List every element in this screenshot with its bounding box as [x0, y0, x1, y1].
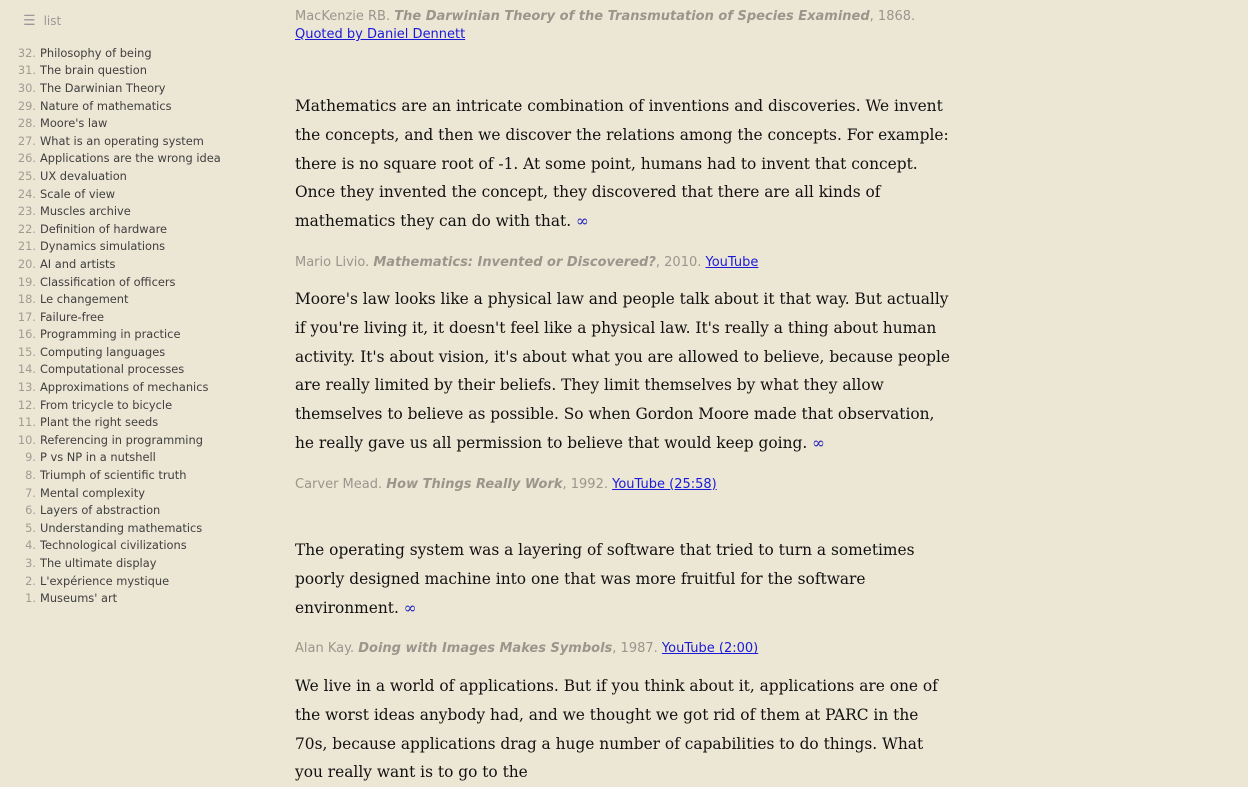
sidebar-item[interactable]	[0, 308, 221, 326]
sidebar-item-number: 5.	[25, 520, 36, 535]
menu-icon[interactable]: ☰	[23, 13, 36, 29]
sidebar-item-label[interactable]: Technological civilizations	[40, 538, 187, 553]
citation-link[interactable]: Quoted by Daniel Dennett	[295, 27, 466, 42]
sidebar-item-number: 11.	[17, 415, 36, 430]
sidebar-item-number: 32.	[17, 45, 36, 60]
sidebar-item-label[interactable]: The brain question	[40, 63, 147, 78]
sidebar-item-number: 17.	[17, 309, 36, 324]
youtube-link[interactable]: YouTube (25:58)	[612, 476, 717, 492]
sidebar-item-label[interactable]: Layers of abstraction	[40, 503, 161, 518]
sidebar-item-label[interactable]: Definition of hardware	[40, 221, 168, 236]
sidebar-item[interactable]	[0, 150, 221, 168]
sidebar-item-number: 23.	[17, 204, 36, 219]
sidebar-item-number: 18.	[17, 292, 36, 307]
sidebar-item[interactable]	[0, 290, 221, 308]
sidebar-title[interactable]: list	[43, 14, 62, 28]
sidebar-item[interactable]	[0, 519, 221, 537]
sidebar-item[interactable]	[0, 79, 221, 97]
sidebar-item-number: 25.	[17, 168, 36, 183]
sidebar-item-number: 29.	[17, 98, 36, 113]
sidebar-item[interactable]	[0, 62, 221, 80]
citation-work: Mathematics: Invented or Discovered?	[373, 254, 656, 270]
quote-text: The operating system was a layering of software that tried to turn a sometimes poorly designed machine into one that was more fruitful for the software environment. ∞	[295, 541, 915, 617]
sidebar-item-label[interactable]: The Darwinian Theory	[40, 80, 166, 95]
sidebar-item-number: 8.	[25, 468, 36, 483]
sidebar-item-number: 3.	[25, 556, 36, 571]
sidebar-item-number: 1.	[25, 591, 36, 606]
sidebar-item-label[interactable]: Understanding mathematics	[40, 520, 203, 535]
sidebar-item-label[interactable]: Computing languages	[40, 344, 166, 359]
sidebar-item[interactable]	[0, 185, 221, 203]
sidebar-item[interactable]	[0, 220, 221, 238]
sidebar-item[interactable]	[0, 413, 221, 431]
sidebar-item[interactable]	[0, 537, 221, 555]
sidebar-item-label[interactable]: Philosophy of being	[40, 45, 152, 60]
sidebar-item-label[interactable]: Approximations of mechanics	[40, 380, 209, 395]
sidebar-item-label[interactable]: Classification of officers	[40, 274, 176, 289]
sidebar-item-label[interactable]: Computational processes	[40, 362, 185, 377]
quote-block	[295, 92, 955, 272]
sidebar-header[interactable]	[23, 13, 61, 29]
sidebar-item-label[interactable]: AI and artists	[40, 256, 116, 271]
sidebar-item-label[interactable]: Referencing in programming	[40, 432, 203, 447]
sidebar-list	[0, 44, 221, 607]
sidebar-item[interactable]	[0, 326, 221, 344]
quote-block	[295, 536, 955, 658]
sidebar-item-number: 2.	[25, 573, 36, 588]
sidebar-item-number: 27.	[17, 133, 36, 148]
sidebar-item[interactable]	[0, 97, 221, 115]
citation-author: Mario Livio.	[295, 254, 374, 270]
quote-block	[295, 285, 955, 494]
sidebar-item-number: 20.	[17, 256, 36, 271]
citation-year: , 1992.	[562, 476, 613, 492]
sidebar-item[interactable]	[0, 167, 221, 185]
sidebar-item-number: 14.	[17, 362, 36, 377]
sidebar-item-number: 12.	[17, 397, 36, 412]
sidebar-item-number: 4.	[25, 538, 36, 553]
sidebar-item-label[interactable]: Failure-free	[40, 309, 105, 324]
sidebar-item-number: 19.	[17, 274, 36, 289]
sidebar-item[interactable]	[0, 44, 221, 62]
sidebar-item-label[interactable]: From tricycle to bicycle	[40, 397, 173, 412]
sidebar-item[interactable]	[0, 273, 221, 291]
sidebar-item-label[interactable]: Triumph of scientific truth	[40, 468, 187, 483]
citation-author: MacKenzie RB.	[295, 9, 395, 24]
quote-citation	[295, 640, 955, 658]
sidebar-item-label[interactable]: Dynamics simulations	[40, 239, 166, 254]
quote-text: Mathematics are an intricate combination of inventions and discoveries. We invent the concepts, and then we discover the relations among the concepts. For example: there is no square root of -1. At some point, humans had to invent that concept. Once they invented the concept, they discovered that there are all kinds of mathematics they can do with that. ∞	[295, 97, 949, 231]
sidebar-item-number: 26.	[17, 151, 36, 166]
sidebar-item-label[interactable]: Muscles archive	[40, 204, 131, 219]
citation-year: , 2010.	[655, 254, 706, 270]
sidebar-item[interactable]	[0, 554, 221, 572]
quote-block	[295, 672, 955, 787]
permalink-icon[interactable]: ∞	[576, 212, 589, 231]
citation-author: Alan Kay.	[295, 641, 359, 657]
citation-work: The Darwinian Theory of the Transmutation of Species Examined	[394, 9, 870, 24]
sidebar-item-label[interactable]: Plant the right seeds	[40, 415, 159, 430]
sidebar-item-number: 6.	[25, 503, 36, 518]
sidebar-item-number: 15.	[17, 344, 36, 359]
sidebar-item[interactable]	[0, 449, 221, 467]
sidebar-item-number: 28.	[17, 116, 36, 131]
sidebar-item-number: 24.	[17, 186, 36, 201]
sidebar-item[interactable]	[0, 572, 221, 590]
sidebar-item[interactable]	[0, 589, 221, 607]
quote-text: Moore's law looks like a physical law and people talk about it that way. But actually if you're living it, it doesn't feel like a physical law. It's really a thing about human activity. It's about vision, it's about what you are allowed to believe, because people are really limited by their beliefs. They limit themselves by what they allow themselves to believe as possible. So when Gordon Moore made that observation, he really gave us all permission to believe that would keep going. ∞	[295, 290, 950, 452]
sidebar-item[interactable]	[0, 238, 221, 256]
sidebar-item-label[interactable]: Scale of view	[40, 186, 116, 201]
sidebar-item-label[interactable]: P vs NP in a nutshell	[40, 450, 156, 465]
sidebar-item[interactable]	[0, 202, 221, 220]
sidebar-item[interactable]	[0, 361, 221, 379]
sidebar-item-label[interactable]: UX devaluation	[40, 168, 127, 183]
sidebar-item-number: 7.	[25, 485, 36, 500]
sidebar-item-label[interactable]: The ultimate display	[40, 556, 157, 571]
sidebar-item-label[interactable]: L'expérience mystique	[40, 573, 170, 588]
quote-citation	[295, 254, 955, 272]
sidebar-item[interactable]	[0, 255, 221, 273]
sidebar-item-number: 13.	[17, 380, 36, 395]
sidebar-item[interactable]	[0, 466, 221, 484]
sidebar-item-number: 31.	[17, 63, 36, 78]
sidebar-item[interactable]	[0, 501, 221, 519]
permalink-icon[interactable]: ∞	[812, 433, 825, 452]
sidebar-item-label[interactable]: Mental complexity	[40, 485, 145, 500]
sidebar-item-number: 21.	[17, 239, 36, 254]
citation-work: Doing with Images Makes Symbols	[358, 641, 613, 657]
sidebar-item-label[interactable]: Nature of mathematics	[40, 98, 172, 113]
citation-author: Carver Mead.	[295, 476, 387, 492]
citation-work: How Things Really Work	[386, 476, 563, 492]
youtube-link[interactable]: YouTube (2:00)	[661, 641, 759, 657]
sidebar-item-label[interactable]: Museums' art	[40, 591, 118, 606]
top-citation	[295, 8, 915, 44]
sidebar-item[interactable]	[0, 396, 221, 414]
sidebar-item-label[interactable]: Applications are the wrong idea	[40, 151, 221, 166]
permalink-icon[interactable]: ∞	[403, 598, 417, 617]
sidebar-item-label[interactable]: Programming in practice	[40, 327, 181, 342]
sidebar-item-label[interactable]: Moore's law	[40, 116, 108, 131]
sidebar-item[interactable]	[0, 378, 221, 396]
sidebar-item-number: 16.	[17, 327, 36, 342]
sidebar-item-number: 22.	[17, 221, 36, 236]
sidebar-item-number: 9.	[25, 450, 36, 465]
sidebar-item[interactable]	[0, 484, 221, 502]
sidebar-item[interactable]	[0, 132, 221, 150]
quote-text: We live in a world of applications. But if you think about it, applications are one of the worst ideas anybody had, and we thought we got rid of them at PARC in the 70s, because applications drag a huge number of capabilities to do things. What you really want is to go to the	[295, 677, 938, 782]
citation-year: , 1987.	[612, 641, 662, 657]
sidebar-item-number: 10.	[17, 432, 36, 447]
sidebar-item-number: 30.	[17, 80, 36, 95]
youtube-link[interactable]: YouTube	[705, 254, 759, 270]
quote-citation	[295, 476, 955, 494]
sidebar-item[interactable]	[0, 343, 221, 361]
sidebar-item[interactable]	[0, 114, 221, 132]
sidebar-item[interactable]	[0, 431, 221, 449]
sidebar-item-label[interactable]: Le changement	[40, 292, 129, 307]
sidebar	[0, 0, 240, 742]
citation-year: , 1868.	[869, 9, 916, 24]
sidebar-item-label[interactable]: What is an operating system	[40, 133, 204, 148]
